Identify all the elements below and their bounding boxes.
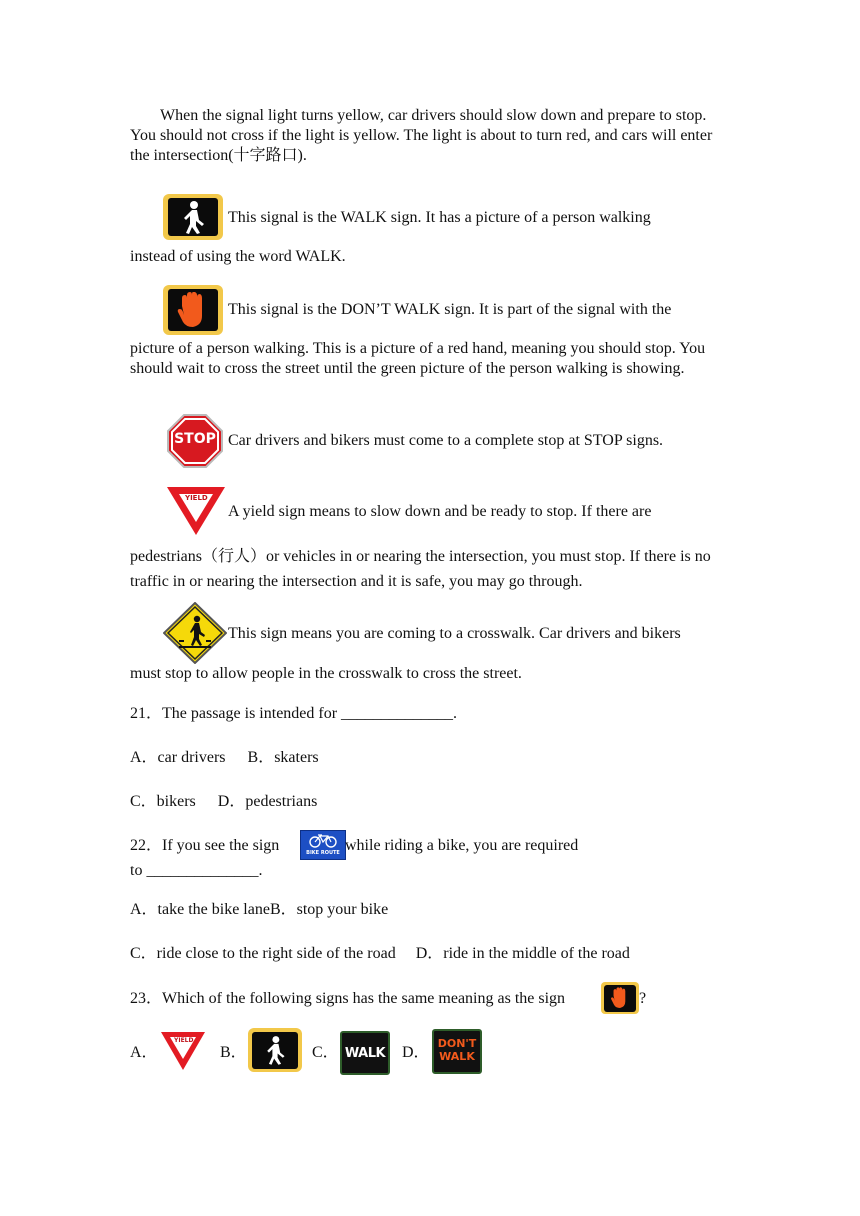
q22-option-b[interactable]: B．stop your bike <box>269 901 389 918</box>
stop-sign-icon <box>167 414 223 468</box>
q21-options-row1 <box>130 748 319 768</box>
q23-option-a[interactable]: A． <box>130 1044 158 1061</box>
q23-option-a-yield-icon[interactable] <box>159 1030 207 1072</box>
q23-option-d[interactable]: D． <box>402 1044 430 1061</box>
walk-signal-icon <box>163 194 223 240</box>
q21-stem: 21．The passage is intended for ______________. <box>130 705 458 722</box>
q22-stem-line2: to ______________. <box>130 862 263 879</box>
crosswalk-description-line1: This sign means you are coming to a crosswalk. Car drivers and bikers <box>228 625 681 642</box>
q23-dont-walk-hand-icon <box>601 982 639 1014</box>
q22-option-c[interactable]: C．ride close to the right side of the road <box>130 945 396 962</box>
yield-description-rest: pedestrians（行人）or vehicles in or nearing the intersection, you must stop. If there is no traffic in or nearing the intersection and it is safe, you may go through. <box>130 548 711 590</box>
stop-description: Car drivers and bikers must come to a complete stop at STOP signs. <box>228 432 664 449</box>
q21-option-a[interactable]: A．car drivers <box>130 749 226 766</box>
q23-dont-label: DON'T <box>437 1037 477 1050</box>
q23-yield-label: YIELD <box>174 1037 194 1044</box>
crosswalk-description-line2: must stop to allow people in the crosswalk to cross the street. <box>130 665 522 682</box>
q23-walk2-label: WALK <box>439 1050 475 1063</box>
q23-option-d-dont-walk-word-icon[interactable] <box>432 1029 482 1074</box>
dont-walk-description-line1: This signal is the DON’T WALK sign. It is part of the signal with the <box>228 301 672 318</box>
q21-options-row2 <box>130 792 317 812</box>
walk-description-line2: instead of using the word WALK. <box>130 248 346 265</box>
q22-option-a[interactable]: A．take the bike lane <box>130 901 270 918</box>
q22-option-d[interactable]: D．ride in the middle of the road <box>415 945 630 962</box>
dont-walk-description-rest: picture of a person walking. This is a picture of a red hand, meaning you should stop. You should wait to cross the street until the green picture of the person walking is showing. <box>130 340 706 377</box>
yield-sign-icon <box>165 485 227 537</box>
q22-options-row1 <box>130 900 388 920</box>
walk-description-line1: This signal is the WALK sign. It has a picture of a person walking <box>228 209 651 226</box>
q23-option-b-walk-icon[interactable] <box>248 1028 302 1072</box>
bike-route-label: BIKE ROUTE <box>306 850 340 856</box>
q22-options-row2 <box>130 944 630 964</box>
q23-option-c[interactable]: C． <box>312 1044 339 1061</box>
q21-option-d[interactable]: D．pedestrians <box>217 793 318 810</box>
q22-stem-line1: 22．If you see the sign <box>130 837 280 854</box>
q21-option-b[interactable]: B．skaters <box>247 749 319 766</box>
q23-option-c-walk-word-icon[interactable] <box>340 1031 390 1075</box>
q23-option-b[interactable]: B． <box>220 1044 247 1061</box>
intro-paragraph <box>130 106 735 166</box>
crosswalk-sign-icon <box>163 602 227 664</box>
q23-stem: 23．Which of the following signs has the same meaning as the sign <box>130 990 566 1007</box>
q23-stem-after: ? <box>639 990 647 1007</box>
bike-route-sign-icon <box>300 830 346 860</box>
yield-sign-label: YIELD <box>185 494 208 502</box>
yield-description-line1: A yield sign means to slow down and be ready to stop. If there are <box>228 503 652 520</box>
q21-option-c[interactable]: C．bikers <box>130 793 196 810</box>
stop-sign-label: STOP <box>174 431 216 447</box>
dont-walk-signal-icon <box>163 285 223 335</box>
q22-stem-after: while riding a bike, you are required <box>345 837 579 854</box>
q23-walk-word-label: WALK <box>344 1045 386 1061</box>
intro-text: When the signal light turns yellow, car drivers should slow down and prepare to stop. You should not cross if the light is yellow. The light is about to turn red, and cars will enter the intersection(十字路口). <box>130 107 713 164</box>
